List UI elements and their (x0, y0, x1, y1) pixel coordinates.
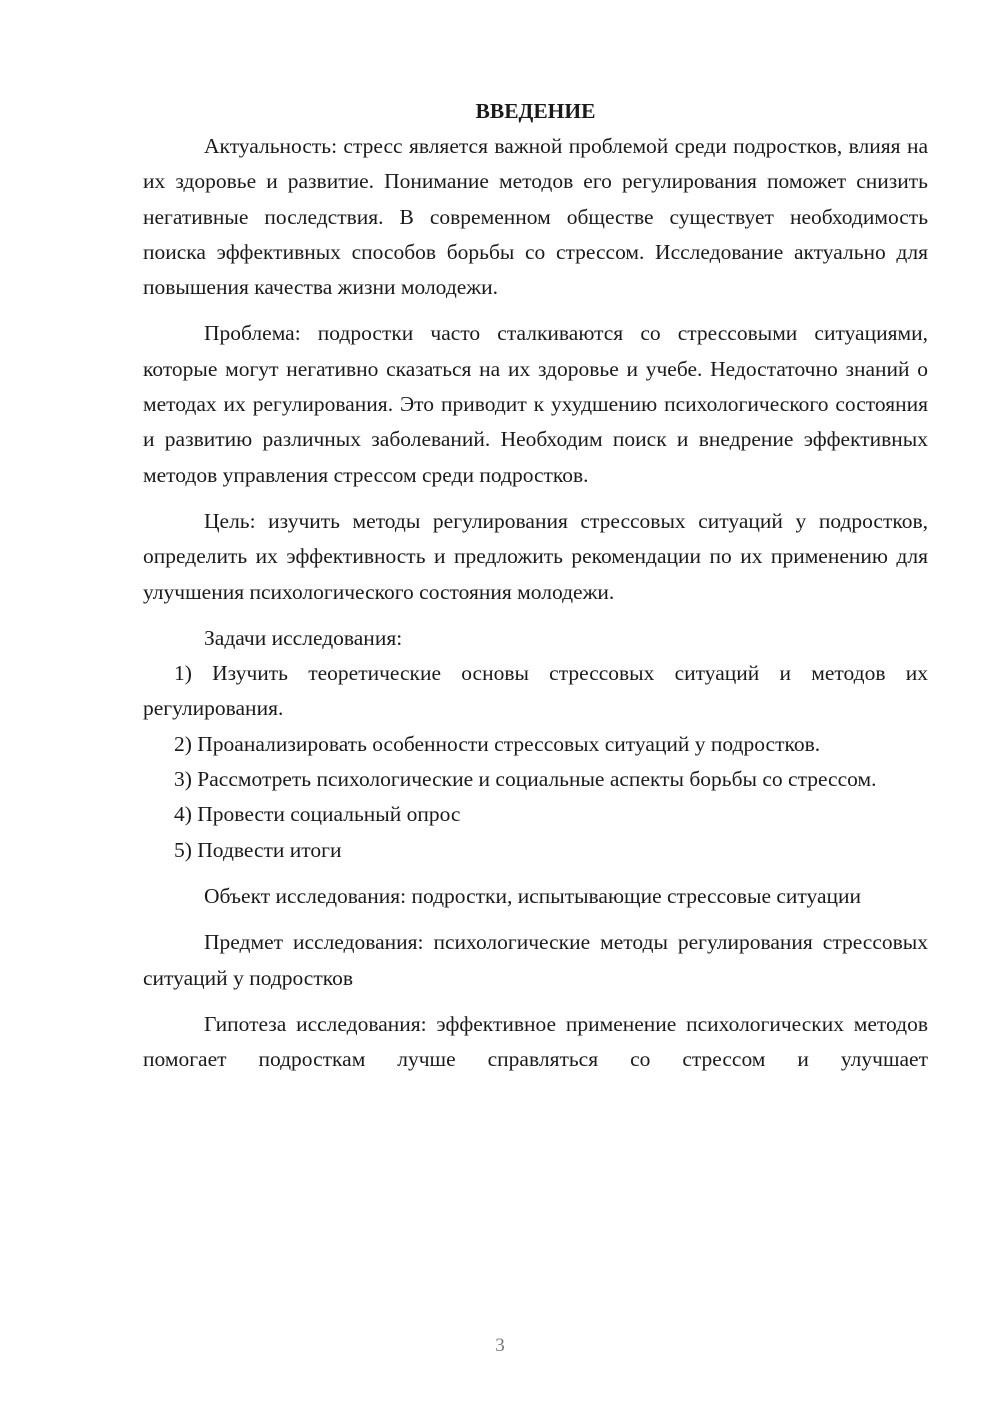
paragraph-goal: Цель: изучить методы регулирования стрессовых ситуаций у подростков, определить их эффективность и предложить рекомендации по их применению для улучшения психологического состояния молодежи. (143, 508, 928, 604)
task-item: 1) Изучить теоретические основы стрессовых ситуаций и методов их регулирования. (143, 661, 928, 721)
tasks-heading: Задачи исследования: (204, 625, 403, 650)
paragraph-object: Объект исследования: подростки, испытывающие стрессовые ситуации (204, 883, 862, 908)
page-content (143, 95, 928, 1077)
paragraph-relevance: Актуальность: стресс является важной проблемой среди подростков, влияя на их здоровье и развитие. Понимание методов его регулирования поможет снизить негативные последствия. В современном обществе существует необходимость поиска эффективных способов борьбы со стрессом. Исследование актуально для повышения качества жизни молодежи. (143, 134, 928, 300)
task-item: 3) Рассмотреть психологические и социальные аспекты борьбы со стрессом. (174, 767, 877, 792)
section-title: ВВЕДЕНИЕ (475, 99, 596, 123)
task-item: 2) Проанализировать особенности стрессовых ситуаций у подростков. (174, 731, 821, 756)
paragraph-subject: Предмет исследования: психологические методы регулирования стрессовых ситуаций у подростков (143, 930, 928, 990)
task-item: 4) Провести социальный опрос (174, 802, 461, 827)
paragraph-problem: Проблема: подростки часто сталкиваются со стрессовыми ситуациями, которые могут негативно сказаться на их здоровье и учебе. Недостаточно знаний о методах их регулирования. Это приводит к ухудшению психологического состояния и развитию различных заболеваний. Необходим поиск и внедрение эффективных методов управления стрессом среди подростков. (143, 321, 928, 487)
page-number: 3 (495, 1335, 505, 1356)
paragraph-hypothesis: Гипотеза исследования: эффективное применение психологических методов помогает подросткам лучше справляться со стрессом и улучшает (143, 1011, 928, 1072)
task-item: 5) Подвести итоги (174, 837, 342, 862)
